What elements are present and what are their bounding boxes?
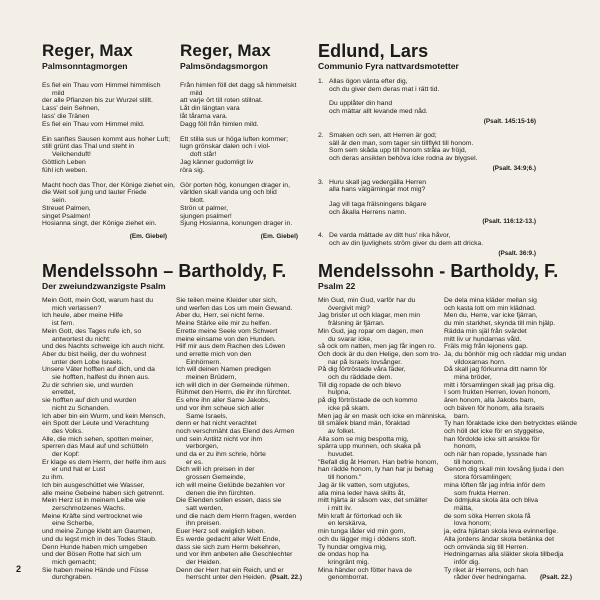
lyric-line: der alle Pflanzen bis zur Wurzel stillt. <box>42 97 153 105</box>
composer-heading: Reger, Max <box>42 41 133 60</box>
lyric-line: Aber du bist heilig, der du wohnest <box>42 350 147 358</box>
verse-text <box>329 132 536 163</box>
lyric-line: Alle, die mich sehen, spotten meiner, <box>42 435 154 443</box>
lyric-line: barn. <box>454 412 470 420</box>
lyric-line: och bäven för honom, alla Israels <box>444 404 545 412</box>
lyric-line: er es. <box>186 458 203 466</box>
lyric-line: ja, edra hjärtan skola leva evinnerlige. <box>444 528 559 536</box>
lyric-line: noch verschmäht das Elend des Armen <box>176 427 295 435</box>
verse-line: Jag vill taga frälsningens bägare <box>329 201 427 209</box>
composer-heading: Mendelssohn – Bartholdy, F. <box>42 261 287 281</box>
lyric-line: meine einsame von den Hunden. <box>176 335 276 343</box>
lyric-line: Es fiel ein Thau vom Himmel himmlisch <box>42 82 161 89</box>
lyric-line: Es werde gedacht aller Welt Ende, <box>176 535 281 543</box>
lyric-line: Zu dir schrien sie, und wurden <box>42 381 134 389</box>
lyric-line: und des Nachts schweige ich auch nicht. <box>42 343 165 351</box>
verse-line: alla hans välgärningar mot mig? <box>329 186 426 194</box>
psalm-reference: (Psalt. 36:9.) <box>498 249 536 257</box>
verse <box>318 78 536 116</box>
lyrics-col-1 <box>318 297 447 582</box>
lyric-line: Errette meine Seele vom Schwert <box>176 327 278 335</box>
lyric-line: Aber du, Herr, sei nicht ferne. <box>176 312 265 320</box>
lyrics-col-1 <box>42 297 168 582</box>
lyric-line: och du räddade dem. <box>328 374 393 382</box>
lyric-line: Same Israels, <box>186 412 228 420</box>
lyric-line: alle meine Gebeine haben sich getrennt. <box>42 489 165 497</box>
lyric-line: ich will meine Gelübde bezahlen vor <box>176 481 285 489</box>
lyric-line: På dig förtröstade våra fäder, <box>318 366 406 374</box>
lyric-line: ein Spott der Leute und Verachtung <box>42 420 149 428</box>
credit: (Psalt. 22.) <box>540 574 572 582</box>
lyric-line: lass' die Tränen <box>42 112 90 120</box>
lyric-line: och omvända sig till Herren. <box>444 543 529 551</box>
lyric-line: frälsning är fjärran. <box>328 320 385 328</box>
lyric-line: Streuet Palmen, <box>42 204 91 212</box>
lyric-line: satt werden, <box>186 504 224 512</box>
lyrics-col-2 <box>444 297 577 582</box>
verse-line: och mättar allt levande med nåd. <box>329 108 428 116</box>
lyric-line: min tunga låder vid min gom, <box>318 528 406 536</box>
lyric-line: till honom. <box>454 458 485 466</box>
lyric-line: Genom dig skall min lovsång ljuda i den <box>444 466 564 474</box>
stanza-gap <box>42 128 167 136</box>
lyric-line: Låt din längtan vara <box>180 105 240 113</box>
lyric-line: i mitt liv. <box>328 504 353 512</box>
lyric-line: Macht hoch das Thor, der Könige ziehet ein, <box>42 181 175 189</box>
verse-text <box>329 179 536 217</box>
lyric-line: Jag är lik vatten, som utgjutes, <box>318 481 410 489</box>
lyric-line: der Kopf: <box>52 451 80 459</box>
lyric-line: Men du, Herre, var icke fjärran, <box>444 312 538 320</box>
lyric-line: övergivit mig? <box>328 304 370 312</box>
verse-line: Allas ögon vänta efter dig, <box>329 78 408 85</box>
lyric-line: Ich heule, aber meine Hilfe <box>42 312 123 320</box>
lyric-line: denen die ihn fürchten. <box>186 489 256 497</box>
verses <box>318 78 536 257</box>
lyric-line: Veilchenduft! <box>52 151 91 159</box>
lyric-line: meinen Brüdern, <box>186 374 237 382</box>
lyric-line: sie hofften, halfest du ihnen aus. <box>52 374 150 382</box>
credit: (Psalt. 22.) <box>270 574 302 582</box>
verse <box>318 232 536 247</box>
lyric-line: Ich will deinen Namen predigen <box>176 366 271 374</box>
page-number: 2 <box>16 564 22 574</box>
lyric-line: Alla som se mig bespotta mig, <box>318 435 409 443</box>
verse-number: 4. <box>318 232 324 240</box>
composer-heading: Mendelssohn - Bartholdy, F. <box>318 261 559 281</box>
lyric-line: ihn preisen. <box>186 520 222 528</box>
verse <box>318 132 536 163</box>
lyric-line: Jag känner gudomligt liv <box>180 158 254 166</box>
verse-line: säll är den man, som tager sin tillflykt till honom. <box>329 139 474 147</box>
composer-heading: Edlund, Lars <box>318 41 429 61</box>
lyric-line: und errette mich von den <box>176 350 252 358</box>
lyric-line: still grünt das Thal und steht in <box>42 143 135 151</box>
lyric-line: Meine Stärke eile mir zu helfen. <box>176 320 272 328</box>
verse-number: 2. <box>318 131 324 139</box>
lyric-line: Min kraft är förtorkad och lik <box>318 512 402 520</box>
lyric-line: und werfen das Los um mein Gewand. <box>176 304 293 312</box>
lyric-line: honom, <box>454 443 477 451</box>
reger-german-block <box>42 41 175 240</box>
lyric-line: lugn grönskar dalen och i viol- <box>180 143 271 151</box>
lyric-line: mina löften får jag infria inför dem <box>444 481 545 489</box>
song-title: Der zweiundzwanzigste Psalm <box>42 281 166 291</box>
lyric-line: du min starkhet, skynda till min hjälp. <box>444 320 556 328</box>
lyric-line: antwortest du nicht: <box>52 335 111 343</box>
lyric-line: de ondas hop ha <box>318 551 369 559</box>
verse-line: och du giver dem deras mat i rätt tid. <box>329 85 440 93</box>
lyric-line: Gör porten hög, konungen drager in, <box>180 181 290 189</box>
lyric-line: Göttlich Leben <box>42 158 86 166</box>
lyric-line: vildoxarnas horn. <box>454 358 506 366</box>
lyric-line: inför dig. <box>454 558 481 566</box>
lyric-line: Ty hundar omgiva mig, <box>318 543 387 551</box>
lyric-line: Ich aber bin ein Wurm, und kein Mensch, <box>42 412 166 420</box>
lyric-line: sein. <box>52 197 67 205</box>
lyric-line: des Volks. <box>52 427 83 435</box>
lyric-line: Meine Kräfte sind vertrocknet wie <box>42 512 143 520</box>
lyric-line: stora församlingen; <box>454 474 512 482</box>
lyric-line: Rühmet den Herrn, die ihr ihn fürchtet. <box>176 389 292 397</box>
lyric-line: till honom." <box>328 474 362 482</box>
lyric-line: und da er zu ihm schrie, hörte <box>176 451 266 459</box>
lyric-line: Denn der Herr hat ein Reich, und er <box>176 566 284 574</box>
lyric-line: Ich bin ausgeschüttet wie Wasser, <box>42 481 145 489</box>
lyric-line: ist fern. <box>52 320 75 328</box>
lyric-line: und du legst mich in des Todes Staub. <box>42 535 157 543</box>
lyric-line: blott. <box>190 197 205 205</box>
lyric-line: de som söka Herren skola få <box>444 512 531 520</box>
lyric-line: herrscht unter den Heiden. <box>186 574 267 582</box>
lyric-line: und die nach dem Herrn fragen, werden <box>176 512 297 520</box>
lyric-line: durchgraben. <box>52 574 93 582</box>
mendelssohn-swedish-block <box>318 261 577 582</box>
lyric-line: und vor ihm scheue sich aller <box>176 404 265 412</box>
lyric-line: att varje ört till roten stillnat. <box>180 97 263 105</box>
verse-text <box>329 78 536 116</box>
lyric-line: "Befall dig åt Herren. Han befrie honom, <box>318 458 439 466</box>
stanza-gap <box>180 174 298 182</box>
lyric-line: nar på Israels lovsånger. <box>328 358 403 366</box>
lyric-line: Es fiel ein Thau vom Himmel mild. <box>42 120 145 128</box>
lyric-line: mina bröder, <box>454 374 492 382</box>
lyric-line: Ein sanftes Sausen kommt aus hoher Luft; <box>42 135 171 143</box>
edlund-block <box>318 42 536 264</box>
lyric-line: Hedningarnas alla släkter skola tillbedja <box>444 551 564 559</box>
lyric-line: Es ehre ihn aller Same Jakobs, <box>176 397 271 405</box>
lyric-line: Men jag är en mask och icke en människa, <box>318 412 447 420</box>
lyric-line: Till dig ropade de och blevo <box>318 381 401 389</box>
composer-heading: Reger, Max <box>180 41 271 60</box>
credit: (Em. Giebel) <box>129 232 167 240</box>
lyrics-columns <box>42 292 302 582</box>
verse-number: 3. <box>318 178 324 186</box>
lyric-line: grossen Gemeinde, <box>186 474 246 482</box>
lyric-line: genomborrat. <box>328 574 369 582</box>
lyric-line: und meine Zunge klebt am Gaumen, <box>42 528 153 536</box>
lyric-line: Från himlen föll det dagg så himmelskt <box>180 82 297 89</box>
lyric-line: Sie haben meine Hände und Füsse <box>42 566 149 574</box>
song-title: Psalm 22 <box>318 281 356 291</box>
lyric-line: Dich will ich preisen in der <box>176 466 255 474</box>
verse-line: De varda mättade av ditt hus' rika håvor, <box>329 232 451 240</box>
lyric-line: och när han ropade, lyssnade han <box>444 451 547 459</box>
lyric-line: die Weit soll jung und lauter Friede <box>42 189 147 197</box>
mendelssohn-german-block <box>42 262 302 581</box>
lyric-line: mich gemacht; <box>52 558 97 566</box>
lyric-line: Mein Gott, mein Gott, warum hast du <box>42 297 154 304</box>
lyric-line: icke på skam. <box>328 404 370 412</box>
song-title: Palmsonntagmorgen <box>42 61 128 71</box>
lyric-line: singet Psalmen! <box>42 212 91 220</box>
verse-line: Huru skall jag vedergälla Herren <box>329 178 427 186</box>
lyric-line: Die Elenden sollen essen, dass sie <box>176 497 282 505</box>
lyric-line: De dela mina kläder mellan sig <box>444 297 537 304</box>
lyric-line: till smälek bland män, föraktad <box>318 420 410 428</box>
lyric-line: sperren das Maul auf und schütteln <box>42 443 149 451</box>
lyric-line: alla mina leder hava skilts åt, <box>318 489 406 497</box>
lyric-line: und der Bösen Rotte hat sich um <box>42 551 141 559</box>
lyric-line: Alla jordens ändar skola betänka det <box>444 535 554 543</box>
lyric-line: fühl ich weben. <box>42 166 88 174</box>
lyric-line: Euer Herz soll ewiglich leben. <box>176 528 266 536</box>
lyric-line: spärra upp munnen, och skaka på <box>318 443 421 451</box>
verse-line: Smaken och sen, att Herren är god; <box>329 131 437 139</box>
lyrics <box>42 82 175 228</box>
lyric-line: verborgen, <box>186 443 219 451</box>
lyric-line: och höll det icke för en styggelse, <box>444 427 545 435</box>
lyric-line: I som frukten Herren, loven honom, <box>444 389 551 397</box>
lyric-line: och kasta lott om min klädnad. <box>444 304 536 312</box>
stanza-gap <box>180 128 298 136</box>
lyric-line: mich verlassen? <box>52 304 102 312</box>
verse-line: Som sem skåda upp till honom stråla av fröjd, <box>329 147 467 155</box>
lyric-line: Min Gud, jag ropar om dagen, men <box>318 327 424 335</box>
verse-number: 1. <box>318 78 324 85</box>
lyric-line: ären honom, alla Jakobs barn, <box>444 397 536 405</box>
lyric-line: Sjung Hosianna, konungen drager in. <box>180 220 293 228</box>
lyric-line: De ödmjuka skola äta och bliva <box>444 497 539 505</box>
lyric-line: en lerskärva, <box>328 520 367 528</box>
stanza-gap <box>329 194 536 201</box>
lyric-line: Ty riket är Herrens, och han <box>444 566 528 574</box>
lyric-line: denn er hat nicht verachtet <box>176 420 257 428</box>
lyric-line: huvudet. <box>328 451 355 459</box>
lyric-line: Ja, du bönhör mig och räddar mig undan <box>444 350 567 358</box>
lyric-line: sie hofften auf dich und wurden <box>42 397 137 405</box>
lyric-line: Ett stilla sus ur höga luften kommer; <box>180 135 289 143</box>
lyric-line: han fördolde icke sitt ansikte för <box>444 435 540 443</box>
lyric-line: kringränt mig. <box>328 558 370 566</box>
reger-swedish-block <box>180 42 298 240</box>
lyric-line: Jag brister ut och klagar, men min <box>318 312 420 320</box>
lyric-line: och du lägger mig i dödens stoft. <box>318 535 417 543</box>
lyric-line: Hilf mir aus dem Rachen des Löwen <box>176 343 286 351</box>
lyric-line: Strön ut palmer, <box>180 204 228 212</box>
lyric-line: låt tårarna vara. <box>180 112 228 120</box>
lyric-line: der Heiden. <box>186 558 222 566</box>
lyric-line: mitt i församlingen skall jag prisa dig. <box>444 381 556 389</box>
lyrics-columns <box>318 292 577 582</box>
lyric-line: mätta, <box>454 504 473 512</box>
lyric-line: Dagg föll från himlen mild. <box>180 120 259 128</box>
lyric-line: Rädda min själ från svärdet <box>444 327 527 335</box>
lyric-line: du svarar icke, <box>328 335 373 343</box>
lyric-line: mild <box>52 89 65 97</box>
lyric-line: mitt hjärta är såsom vax, det smälter <box>318 497 428 505</box>
lyric-line: errettet, <box>52 389 76 397</box>
lyric-line: mild <box>190 89 203 97</box>
lyric-line: Lass' dein Sehnen, <box>42 105 100 113</box>
song-title: Palmsöndagsmorgon <box>180 61 268 71</box>
lyric-line: Mein Gott, des Tages rufe ich, so <box>42 327 142 335</box>
lyric-line: und vor ihm anbeten alle Geschlechter <box>176 551 293 559</box>
lyric-line: Er klage es dem Herrn, der helfe ihm aus <box>42 458 166 466</box>
lyric-line: Mina händer och fötter hava de <box>318 566 413 574</box>
lyric-line: er und hat er Lust <box>52 466 106 474</box>
verse <box>318 179 536 217</box>
lyric-line: dass sie sich zum Herrn bekehren, <box>176 543 281 551</box>
lyric-line: Och dock är du den Helige, den som tro- <box>318 350 441 358</box>
lyric-line: ich will dich in der Gemeinde rühmen. <box>176 381 290 389</box>
lyrics-col-2 <box>176 297 302 582</box>
lyric-line: Hosianna singt, der Könige ziehet ein. <box>42 220 157 228</box>
lyric-line: eine Scherbe, <box>52 520 94 528</box>
verse-line: Du upplåter din hand <box>329 100 393 108</box>
psalm-reference: (Psalt. 145:15-16) <box>483 117 536 125</box>
credit: (Em. Giebel) <box>260 232 298 240</box>
lyric-line: zu ihm. <box>42 474 64 482</box>
lyric-line: som frukta Herren. <box>454 489 511 497</box>
lyric-line: lova honom; <box>454 520 492 528</box>
lyric-line: röra sig. <box>180 166 205 174</box>
lyric-line: Einhörnern. <box>186 358 222 366</box>
lyric-line: råder över hedningarna. <box>454 574 527 582</box>
lyric-line: världen skall vanda ung och blid <box>180 189 277 197</box>
verse-line: och deras ansikten behöva icke rodna av blygsel. <box>329 154 478 162</box>
lyric-line: av folket. <box>328 427 356 435</box>
verse-line: och av din ljuvlighets ström giver du dem att dricka. <box>329 240 484 248</box>
lyric-line: mitt liv ur hundarnas våld. <box>444 335 522 343</box>
lyric-line: Fräls mig från lejonens gap. <box>444 343 528 351</box>
lyric-line: unter dem Lobe Israels. <box>52 358 124 366</box>
verse-line: och åkalla Herrens namn. <box>329 208 407 216</box>
song-title: Communio Fyra nattvardsmotetter <box>318 61 459 71</box>
lyric-line: så ock om natten, men jag får ingen ro. <box>318 343 436 351</box>
lyric-line: Unsere Väter hofften auf dich, und da <box>42 366 155 374</box>
verse-text <box>329 232 536 247</box>
lyric-line: Då skall jag förkunna ditt namn för <box>444 366 548 374</box>
lyrics <box>180 82 298 228</box>
lyric-line: Mein Herz ist in meinem Leibe wie <box>42 497 146 505</box>
lyric-line: Ty han föraktade icke den betrycktes elände <box>444 420 577 428</box>
lyric-line: doft står! <box>190 151 217 159</box>
lyric-line: han rädde honom, ty han har ju behag <box>318 466 434 474</box>
stanza-gap <box>42 174 167 182</box>
psalm-reference: (Psalt. 34:9;6.) <box>492 164 536 172</box>
lyric-line: Sie teilen meine Kleider uter sich, <box>176 297 277 304</box>
lyric-line: zerschmolzenes Wachs. <box>52 504 126 512</box>
lyric-line: und sein Antlitz nicht vor ihm <box>176 435 263 443</box>
lyric-line: på dig förtröstade de och kommo <box>318 397 418 405</box>
lyric-line: nicht zu Schanden. <box>52 404 110 412</box>
psalm-reference: (Psalt. 116:12-13.) <box>482 218 536 226</box>
lyric-line: Denn Hunde haben mich umgeben <box>42 543 148 551</box>
lyric-line: sjungen psalmer! <box>180 212 232 220</box>
lyric-line: Min Gud, min Gud, varför har du <box>318 297 416 304</box>
lyric-line: hulpna, <box>328 389 351 397</box>
